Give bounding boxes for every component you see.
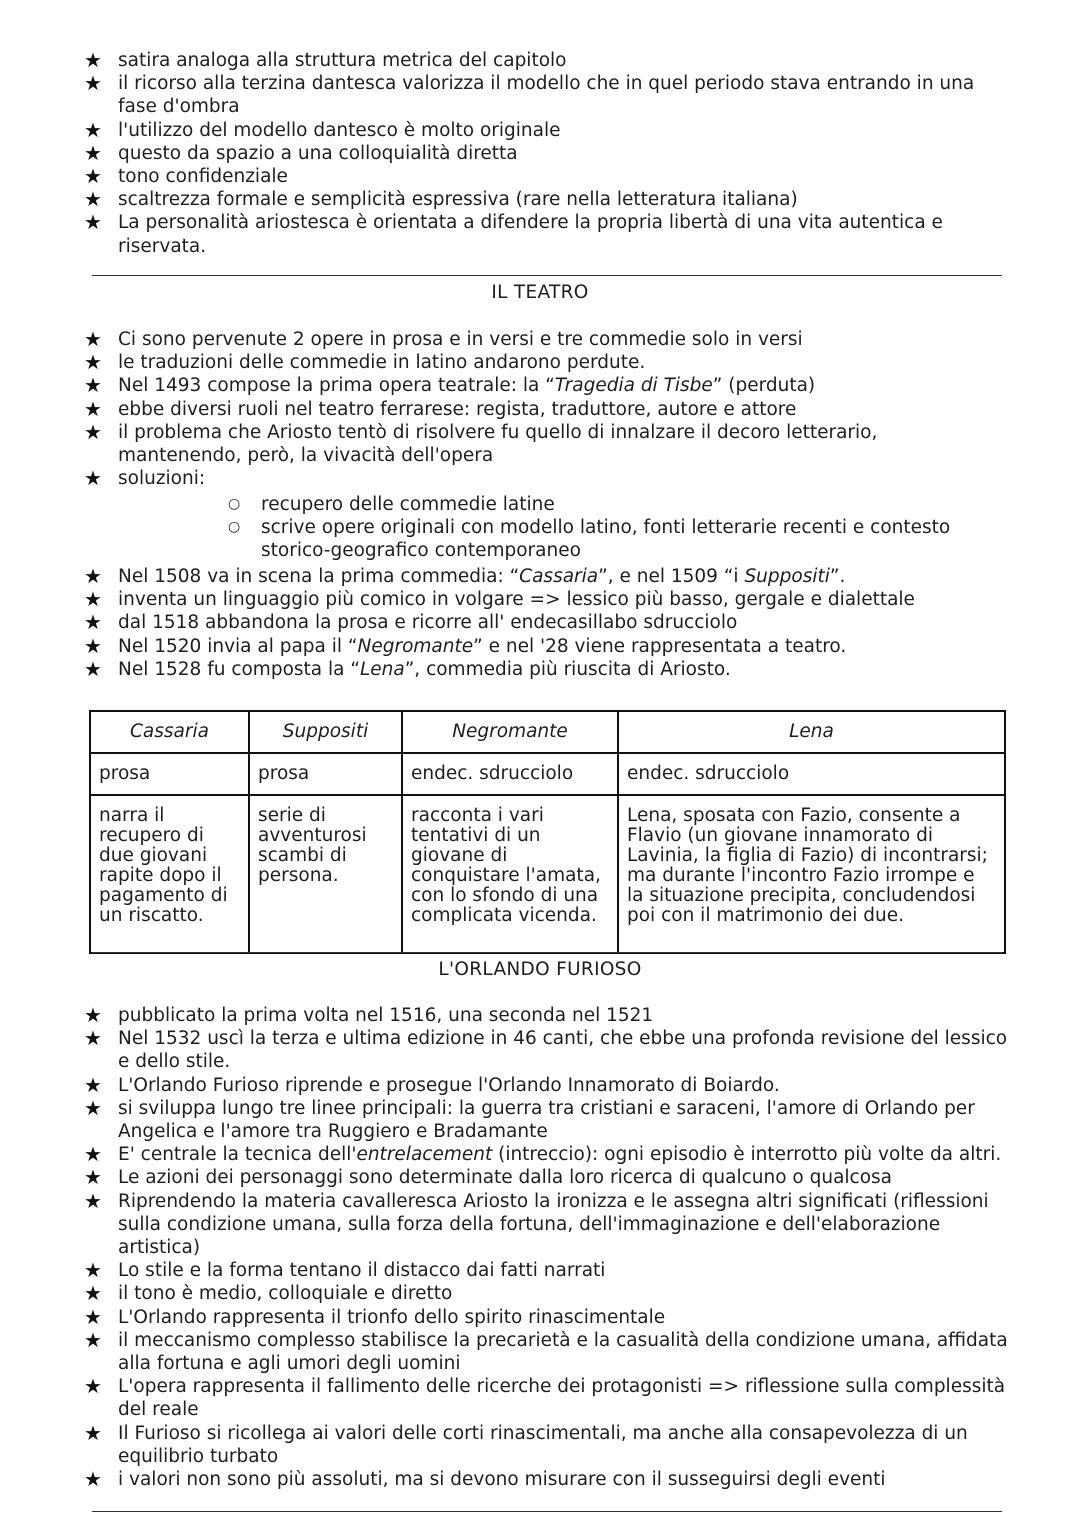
star-bullet-icon: ★: [84, 350, 102, 375]
star-bullet-icon: ★: [84, 587, 102, 612]
list-item: ★ dal 1518 abbandona la prosa e ricorre all' endecasillabo sdrucciolo: [84, 610, 738, 635]
star-bullet-icon: ★: [84, 1258, 102, 1283]
table-header-cell: Negromante: [402, 711, 618, 753]
list-item: ★ Lo stile e la forma tentano il distacco dai fatti narrati: [84, 1258, 606, 1283]
star-bullet-icon: ★: [84, 564, 102, 588]
section-title-furioso: L'ORLANDO FURIOSO: [438, 959, 642, 980]
solutions-sublist: [0, 493, 1080, 563]
list-item: ★ Nel 1493 compose la prima opera teatrale: la “Tragedia di Tisbe” (perduta): [84, 373, 816, 398]
star-bullet-icon: ★: [84, 48, 102, 72]
section-title-teatro: IL TEATRO: [491, 282, 589, 303]
list-item: ★ Nel 1508 va in scena la prima commedia: “Cassaria”, e nel 1509 “i Suppositi”.: [84, 564, 846, 588]
list-item: ★ Nel 1520 invia al papa il “Negromante” e nel '28 viene rappresentata a teatro.: [84, 633, 847, 658]
list-item: ★ Il Furioso si ricollega ai valori delle corti rinascimentali, ma anche alla consapevolezza di un equilibrio turbato: [84, 1420, 968, 1467]
table-header-cell: Lena: [618, 711, 1005, 753]
star-bullet-icon: ★: [84, 373, 102, 398]
star-bullet-icon: ★: [84, 1165, 102, 1190]
list-item: ★ questo da spazio a una colloquialità diretta: [84, 140, 518, 165]
star-bullet-icon: ★: [84, 1026, 102, 1051]
furioso-bullet-list: [0, 1004, 1080, 1491]
list-item: ★ l'utilizzo del modello dantesco è molto originale: [84, 117, 561, 142]
star-bullet-icon: ★: [84, 71, 102, 96]
table-cell: prosa: [90, 753, 249, 795]
star-bullet-icon: ★: [84, 1420, 102, 1445]
star-bullet-icon: ★: [84, 140, 102, 165]
star-bullet-icon: ★: [84, 1467, 102, 1492]
section-divider: [92, 952, 1002, 953]
list-item: ★ si sviluppa lungo tre linee principali: la guerra tra cristiani e saraceni, l'amore di Orlando per Angelica e l'amore tra Ruggiero e Bradamante: [84, 1095, 975, 1143]
star-bullet-icon: ★: [84, 396, 102, 421]
star-bullet-icon: ★: [84, 1003, 102, 1027]
table-cell: serie di avventurosi scambi di persona.: [249, 795, 402, 953]
list-item: ★ il meccanismo complesso stabilisce la precarietà e la casualità della condizione umana, affidata alla fortuna e agli umori degli uomini: [84, 1327, 1008, 1375]
star-bullet-icon: ★: [84, 1188, 102, 1213]
list-item: ★ il problema che Ariosto tentò di risolvere fu quello di innalzare il decoro letterario, mantenendo, però, la vivacità dell'opera: [84, 419, 878, 467]
star-bullet-icon: ★: [84, 1095, 102, 1120]
list-item: ★ L'Orlando Furioso riprende e prosegue l'Orlando Innamorato di Boiardo.: [84, 1072, 780, 1097]
list-item: ★ ebbe diversi ruoli nel teatro ferrarese: regista, traduttore, autore e attore: [84, 396, 797, 421]
table-cell: Lena, sposata con Fazio, consente a Flavio (un giovane innamorato di Lavinia, la figlia di Fazio) di incontrarsi; ma durante l'incontro Fazio irrompe e la situazione precipita, concludendosi poi con il matrimonio dei due.: [618, 795, 1005, 953]
list-item: ★ Le azioni dei personaggi sono determinate dalla loro ricerca di qualcuno o qualcosa: [84, 1165, 893, 1190]
star-bullet-icon: ★: [84, 419, 102, 444]
table-row: [90, 795, 1005, 953]
table-row: [90, 753, 1005, 795]
star-bullet-icon: ★: [84, 656, 102, 681]
star-bullet-icon: ★: [84, 1072, 102, 1097]
list-item: ★ il ricorso alla terzina dantesca valorizza il modello che in quel periodo stava entrando in una fase d'ombra: [84, 71, 975, 118]
star-bullet-icon: ★: [84, 1327, 102, 1352]
list-item: ★ il tono è medio, colloquiale e diretto: [84, 1281, 453, 1306]
table-header-cell: Suppositi: [249, 711, 402, 753]
star-bullet-icon: ★: [84, 1281, 102, 1306]
star-bullet-icon: ★: [84, 327, 102, 351]
star-bullet-icon: ★: [84, 610, 102, 635]
table-cell: racconta i vari tentativi di un giovane di conquistare l'amata, con lo sfondo di una complicata vicenda.: [402, 795, 618, 953]
circle-bullet-icon: ○: [228, 519, 241, 536]
star-bullet-icon: ★: [84, 164, 102, 189]
teatro-bullet-list: [0, 328, 1080, 490]
list-item: ★ le traduzioni delle commedie in latino andarono perdute.: [84, 350, 646, 375]
list-item: ★ La personalità ariostesca è orientata a difendere la propria libertà di una vita autentica e riservata.: [84, 210, 943, 257]
star-bullet-icon: ★: [84, 117, 102, 142]
list-item: ★ L'Orlando rappresenta il trionfo dello spirito rinascimentale: [84, 1304, 666, 1329]
section-divider: [92, 275, 1002, 276]
table-cell: prosa: [249, 753, 402, 795]
list-item: ★ L'opera rappresenta il fallimento delle ricerche dei protagonisti => riflessione sulla complessità del reale: [84, 1374, 1006, 1421]
table-cell: narra il recupero di due giovani rapite dopo il pagamento di un riscatto.: [90, 795, 249, 953]
list-item: ★ Nel 1532 uscì la terza e ultima edizione in 46 canti, che ebbe una profonda revisione del lessico e dello stile.: [84, 1026, 1008, 1073]
list-item: ★ i valori non sono più assoluti, ma si devono misurare con il susseguirsi degli eventi: [84, 1467, 886, 1492]
star-bullet-icon: ★: [84, 633, 102, 658]
table-header-cell: Cassaria: [90, 711, 249, 753]
list-item: ★ satira analoga alla struttura metrica del capitolo: [84, 48, 567, 72]
list-item: ★ Riprendendo la materia cavalleresca Ariosto la ironizza e le assegna altri significati (riflessioni sulla condizione umana, sulla forza della fortuna, dell'immaginazione e dell'elaborazione artistica): [84, 1188, 989, 1259]
list-item: ★ Ci sono pervenute 2 opere in prosa e in versi e tre commedie solo in versi: [84, 327, 803, 351]
section-divider: [92, 1511, 1002, 1512]
list-item: ★ Nel 1528 fu composta la “Lena”, commedia più riuscita di Ariosto.: [84, 656, 731, 681]
list-item: ○ scrive opere originali con modello latino, fonti letterarie recenti e contesto storico-geografico contemporaneo: [228, 517, 951, 562]
star-bullet-icon: ★: [84, 1304, 102, 1329]
list-item: ★ pubblicato la prima volta nel 1516, una seconda nel 1521: [84, 1003, 654, 1027]
teatro-bullet-list-2: [0, 565, 1080, 681]
list-item: ★ soluzioni:: [84, 466, 206, 491]
list-item: ○ recupero delle commedie latine: [228, 494, 555, 515]
list-item: ★ tono confidenziale: [84, 164, 288, 189]
list-item: ★ scaltrezza formale e semplicità espressiva (rare nella letteratura italiana): [84, 187, 798, 212]
list-item: ★ inventa un linguaggio più comico in volgare => lessico più basso, gergale e dialettale: [84, 587, 915, 612]
comedies-table: [89, 710, 1006, 954]
table-cell: endec. sdrucciolo: [618, 753, 1005, 795]
star-bullet-icon: ★: [84, 210, 102, 235]
star-bullet-icon: ★: [84, 1142, 102, 1167]
table-header-row: [90, 711, 1005, 753]
star-bullet-icon: ★: [84, 1374, 102, 1399]
satire-bullet-list: [0, 49, 1080, 258]
list-item: ★ E' centrale la tecnica dell'entrelacement (intreccio): ogni episodio è interrotto più volte da altri.: [84, 1142, 1002, 1167]
circle-bullet-icon: ○: [228, 496, 241, 512]
table-cell: endec. sdrucciolo: [402, 753, 618, 795]
star-bullet-icon: ★: [84, 187, 102, 212]
star-bullet-icon: ★: [84, 466, 102, 491]
